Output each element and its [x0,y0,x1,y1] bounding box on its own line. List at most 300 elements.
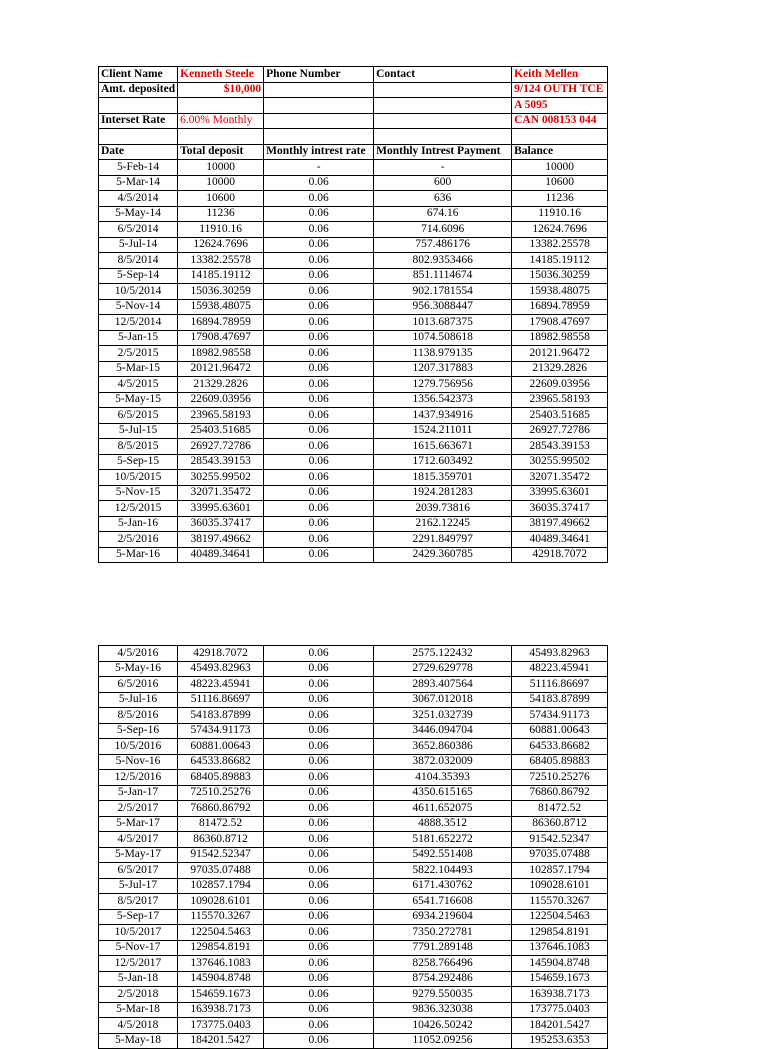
cell-total-deposit: 15938.48075 [178,299,264,315]
cell-rate: 0.06 [264,754,374,770]
cell-payment: 6934.219604 [374,909,512,925]
cell-rate: 0.06 [264,454,374,470]
empty-cell [264,98,374,114]
empty-cell [264,82,374,98]
cell-total-deposit: 60881.00643 [178,739,264,755]
cell-balance: 15938.48075 [512,284,608,300]
cell-date: 5-May-17 [99,847,178,863]
cell-rate: 0.06 [264,268,374,284]
cell-balance: 51116.86697 [512,677,608,693]
cell-balance: 16894.78959 [512,299,608,315]
cell-rate: 0.06 [264,708,374,724]
cell-date: 10/5/2017 [99,925,178,941]
column-header-row [99,144,608,160]
address-line-2: A 5095 [512,98,608,114]
cell-payment: 7350.272781 [374,925,512,941]
cell-rate: 0.06 [264,677,374,693]
cell-payment: 4611.652075 [374,801,512,817]
table-row [99,677,608,693]
cell-rate: 0.06 [264,330,374,346]
cell-rate: - [264,160,374,176]
cell-payment: 8754.292486 [374,971,512,987]
table-row [99,454,608,470]
cell-balance: 195253.6353 [512,1033,608,1049]
cell-date: 8/5/2017 [99,894,178,910]
cell-date: 5-Jan-17 [99,785,178,801]
interest-table-bottom [98,645,608,1049]
cell-balance: 81472.52 [512,801,608,817]
table-row [99,268,608,284]
cell-rate: 0.06 [264,847,374,863]
cell-total-deposit: 22609.03956 [178,392,264,408]
table-row [99,1033,608,1049]
cell-date: 5-Sep-16 [99,723,178,739]
client-name-value: Kenneth Steele [178,67,264,83]
table-row [99,832,608,848]
amount-row [99,82,608,98]
cell-rate: 0.06 [264,532,374,548]
cell-balance: 129854.8191 [512,925,608,941]
cell-date: 6/5/2015 [99,408,178,424]
cell-payment: 1815.359701 [374,470,512,486]
cell-rate: 0.06 [264,987,374,1003]
cell-rate: 0.06 [264,785,374,801]
cell-payment: 3251.032739 [374,708,512,724]
rate-label: Interset Rate [99,113,178,129]
cell-total-deposit: 16894.78959 [178,315,264,331]
cell-rate: 0.06 [264,191,374,207]
table-row [99,956,608,972]
cell-total-deposit: 23965.58193 [178,408,264,424]
cell-total-deposit: 97035.07488 [178,863,264,879]
empty-cell [374,113,512,129]
table-row [99,770,608,786]
cell-date: 5-Sep-15 [99,454,178,470]
cell-date: 2/5/2017 [99,801,178,817]
cell-rate: 0.06 [264,816,374,832]
table-row [99,646,608,662]
cell-rate: 0.06 [264,206,374,222]
cell-date: 4/5/2018 [99,1018,178,1034]
cell-rate: 0.06 [264,1018,374,1034]
cell-rate: 0.06 [264,315,374,331]
cell-date: 4/5/2015 [99,377,178,393]
cell-total-deposit: 13382.25578 [178,253,264,269]
table-row [99,191,608,207]
cell-total-deposit: 163938.7173 [178,1002,264,1018]
cell-total-deposit: 76860.86792 [178,801,264,817]
cell-payment: 1356.542373 [374,392,512,408]
cell-payment: 2893.407564 [374,677,512,693]
phone-label: Phone Number [264,67,374,83]
cell-rate: 0.06 [264,516,374,532]
cell-balance: 12624.7696 [512,222,608,238]
contact-name: Keith Mellen [512,67,608,83]
cell-payment: 600 [374,175,512,191]
cell-date: 6/5/2017 [99,863,178,879]
cell-payment: 7791.289148 [374,940,512,956]
cell-total-deposit: 32071.35472 [178,485,264,501]
cell-date: 4/5/2016 [99,646,178,662]
cell-total-deposit: 122504.5463 [178,925,264,941]
empty-cell [99,98,178,114]
cell-balance: 28543.39153 [512,439,608,455]
cell-total-deposit: 30255.99502 [178,470,264,486]
cell-total-deposit: 51116.86697 [178,692,264,708]
table-row [99,801,608,817]
col-header-total-deposit: Total deposit [178,144,264,160]
cell-rate: 0.06 [264,1002,374,1018]
cell-rate: 0.06 [264,501,374,517]
empty-cell [264,113,374,129]
cell-balance: 145904.8748 [512,956,608,972]
table-row [99,532,608,548]
empty-cell [178,129,264,145]
table-row [99,222,608,238]
cell-date: 5-Nov-17 [99,940,178,956]
table-row [99,501,608,517]
cell-date: 5-Jan-18 [99,971,178,987]
cell-date: 5-Nov-16 [99,754,178,770]
cell-balance: 42918.7072 [512,547,608,563]
cell-total-deposit: 173775.0403 [178,1018,264,1034]
cell-balance: 11236 [512,191,608,207]
table-row [99,785,608,801]
cell-date: 2/5/2015 [99,346,178,362]
cell-total-deposit: 145904.8748 [178,971,264,987]
cell-date: 5-Sep-14 [99,268,178,284]
cell-date: 10/5/2014 [99,284,178,300]
cell-date: 8/5/2015 [99,439,178,455]
cell-payment: 1615.663671 [374,439,512,455]
empty-cell [374,82,512,98]
cell-rate: 0.06 [264,909,374,925]
cell-rate: 0.06 [264,770,374,786]
cell-total-deposit: 10000 [178,175,264,191]
cell-rate: 0.06 [264,237,374,253]
cell-total-deposit: 38197.49662 [178,532,264,548]
table-row [99,330,608,346]
table-row [99,863,608,879]
cell-total-deposit: 115570.3267 [178,909,264,925]
cell-payment: 2162.12245 [374,516,512,532]
can-number: CAN 008153 044 [512,113,608,129]
cell-balance: 20121.96472 [512,346,608,362]
cell-rate: 0.06 [264,925,374,941]
cell-balance: 25403.51685 [512,408,608,424]
cell-rate: 0.06 [264,661,374,677]
cell-date: 10/5/2015 [99,470,178,486]
table-row [99,816,608,832]
cell-date: 2/5/2018 [99,987,178,1003]
cell-date: 12/5/2016 [99,770,178,786]
cell-total-deposit: 45493.82963 [178,661,264,677]
cell-rate: 0.06 [264,423,374,439]
table-row [99,284,608,300]
cell-balance: 48223.45941 [512,661,608,677]
cell-payment: 956.3088447 [374,299,512,315]
cell-payment: 5822.104493 [374,863,512,879]
rate-row [99,113,608,129]
cell-date: 6/5/2016 [99,677,178,693]
cell-rate: 0.06 [264,284,374,300]
cell-payment: 2429.360785 [374,547,512,563]
cell-payment: 11052.09256 [374,1033,512,1049]
table-row [99,692,608,708]
cell-payment: 802.9353466 [374,253,512,269]
table-row [99,408,608,424]
cell-total-deposit: 68405.89883 [178,770,264,786]
cell-total-deposit: 33995.63601 [178,501,264,517]
cell-rate: 0.06 [264,253,374,269]
cell-date: 5-Feb-14 [99,160,178,176]
table-row [99,160,608,176]
cell-date: 5-Jan-16 [99,516,178,532]
cell-total-deposit: 184201.5427 [178,1033,264,1049]
cell-total-deposit: 57434.91173 [178,723,264,739]
table-row [99,253,608,269]
cell-date: 5-Jan-15 [99,330,178,346]
cell-balance: 23965.58193 [512,392,608,408]
cell-balance: 33995.63601 [512,485,608,501]
table-row [99,940,608,956]
cell-balance: 137646.1083 [512,940,608,956]
cell-payment: 1013.687375 [374,315,512,331]
cell-payment: 714.6096 [374,222,512,238]
cell-rate: 0.06 [264,1033,374,1049]
cell-payment: 2575.122432 [374,646,512,662]
cell-payment: 1074.508618 [374,330,512,346]
client-name-label: Client Name [99,67,178,83]
cell-total-deposit: 137646.1083 [178,956,264,972]
cell-total-deposit: 81472.52 [178,816,264,832]
cell-balance: 38197.49662 [512,516,608,532]
table-row [99,439,608,455]
cell-balance: 91542.52347 [512,832,608,848]
cell-rate: 0.06 [264,361,374,377]
cell-balance: 86360.8712 [512,816,608,832]
cell-date: 12/5/2014 [99,315,178,331]
cell-total-deposit: 10000 [178,160,264,176]
cell-rate: 0.06 [264,894,374,910]
table-row [99,739,608,755]
cell-balance: 163938.7173 [512,987,608,1003]
cell-payment: 5492.551408 [374,847,512,863]
cell-payment: 3652.860386 [374,739,512,755]
cell-total-deposit: 17908.47697 [178,330,264,346]
cell-total-deposit: 11910.16 [178,222,264,238]
cell-date: 5-May-16 [99,661,178,677]
cell-date: 5-Mar-14 [99,175,178,191]
cell-total-deposit: 129854.8191 [178,940,264,956]
cell-total-deposit: 109028.6101 [178,894,264,910]
cell-total-deposit: 72510.25276 [178,785,264,801]
cell-balance: 154659.1673 [512,971,608,987]
cell-date: 5-Nov-14 [99,299,178,315]
cell-rate: 0.06 [264,377,374,393]
table-row [99,1018,608,1034]
cell-date: 12/5/2015 [99,501,178,517]
cell-balance: 18982.98558 [512,330,608,346]
table-row [99,971,608,987]
cell-payment: 902.1781554 [374,284,512,300]
cell-rate: 0.06 [264,692,374,708]
cell-balance: 45493.82963 [512,646,608,662]
table-row [99,423,608,439]
cell-total-deposit: 40489.34641 [178,547,264,563]
cell-date: 5-Mar-18 [99,1002,178,1018]
cell-balance: 184201.5427 [512,1018,608,1034]
cell-date: 4/5/2014 [99,191,178,207]
cell-total-deposit: 11236 [178,206,264,222]
cell-payment: 10426.50242 [374,1018,512,1034]
cell-rate: 0.06 [264,971,374,987]
table-row [99,175,608,191]
cell-payment: 9279.550035 [374,987,512,1003]
cell-balance: 109028.6101 [512,878,608,894]
cell-payment: 1524.211011 [374,423,512,439]
cell-balance: 40489.34641 [512,532,608,548]
cell-total-deposit: 26927.72786 [178,439,264,455]
interest-table-top [98,66,608,563]
cell-date: 5-Jul-14 [99,237,178,253]
table-row [99,547,608,563]
table-row [99,909,608,925]
cell-total-deposit: 25403.51685 [178,423,264,439]
cell-rate: 0.06 [264,222,374,238]
table-row [99,754,608,770]
cell-payment: 636 [374,191,512,207]
table-row [99,206,608,222]
rate-value: 6.00% Monthly [178,113,264,129]
cell-balance: 60881.00643 [512,723,608,739]
cell-payment: 9836.323038 [374,1002,512,1018]
cell-balance: 57434.91173 [512,708,608,724]
cell-payment: 1712.603492 [374,454,512,470]
cell-date: 4/5/2017 [99,832,178,848]
cell-rate: 0.06 [264,547,374,563]
cell-date: 6/5/2014 [99,222,178,238]
cell-date: 5-Jul-15 [99,423,178,439]
cell-date: 5-Mar-15 [99,361,178,377]
cell-balance: 72510.25276 [512,770,608,786]
cell-date: 8/5/2016 [99,708,178,724]
cell-payment: 851.1114674 [374,268,512,284]
cell-balance: 13382.25578 [512,237,608,253]
cell-rate: 0.06 [264,801,374,817]
cell-total-deposit: 48223.45941 [178,677,264,693]
table-row [99,925,608,941]
cell-payment: 1138.979135 [374,346,512,362]
empty-cell [178,98,264,114]
cell-rate: 0.06 [264,863,374,879]
cell-balance: 32071.35472 [512,470,608,486]
cell-balance: 17908.47697 [512,315,608,331]
table-row [99,723,608,739]
empty-cell [374,129,512,145]
cell-rate: 0.06 [264,646,374,662]
cell-rate: 0.06 [264,878,374,894]
amount-label: Amt. deposited [99,82,178,98]
cell-rate: 0.06 [264,299,374,315]
cell-balance: 15036.30259 [512,268,608,284]
cell-payment: 4888.3512 [374,816,512,832]
cell-total-deposit: 28543.39153 [178,454,264,470]
table-row [99,315,608,331]
cell-rate: 0.06 [264,346,374,362]
cell-total-deposit: 21329.2826 [178,377,264,393]
table-row [99,661,608,677]
cell-balance: 10600 [512,175,608,191]
cell-rate: 0.06 [264,739,374,755]
table-row [99,987,608,1003]
address-row [99,98,608,114]
col-header-payment: Monthly Intrest Payment [374,144,512,160]
address-line-1: 9/124 OUTH TCE [512,82,608,98]
col-header-balance: Balance [512,144,608,160]
cell-rate: 0.06 [264,723,374,739]
cell-total-deposit: 18982.98558 [178,346,264,362]
table-row [99,470,608,486]
cell-payment: 757.486176 [374,237,512,253]
cell-date: 5-Mar-17 [99,816,178,832]
table-row [99,392,608,408]
cell-rate: 0.06 [264,940,374,956]
cell-total-deposit: 10600 [178,191,264,207]
cell-rate: 0.06 [264,408,374,424]
cell-rate: 0.06 [264,392,374,408]
empty-cell [264,129,374,145]
cell-payment: 1924.281283 [374,485,512,501]
cell-total-deposit: 91542.52347 [178,847,264,863]
cell-balance: 122504.5463 [512,909,608,925]
cell-date: 8/5/2014 [99,253,178,269]
cell-rate: 0.06 [264,956,374,972]
cell-payment: 1279.756956 [374,377,512,393]
empty-cell [374,98,512,114]
cell-date: 5-Sep-17 [99,909,178,925]
table-row [99,485,608,501]
cell-balance: 11910.16 [512,206,608,222]
cell-payment: 3067.012018 [374,692,512,708]
cell-balance: 36035.37417 [512,501,608,517]
table-row [99,878,608,894]
cell-total-deposit: 15036.30259 [178,284,264,300]
cell-payment: 6171.430762 [374,878,512,894]
cell-balance: 64533.86682 [512,739,608,755]
cell-balance: 173775.0403 [512,1002,608,1018]
cell-payment: 674.16 [374,206,512,222]
cell-rate: 0.06 [264,439,374,455]
cell-total-deposit: 36035.37417 [178,516,264,532]
cell-balance: 22609.03956 [512,377,608,393]
cell-balance: 115570.3267 [512,894,608,910]
empty-cell [99,129,178,145]
table-row [99,299,608,315]
table-row [99,516,608,532]
cell-payment: 2039.73816 [374,501,512,517]
cell-balance: 54183.87899 [512,692,608,708]
cell-balance: 97035.07488 [512,847,608,863]
empty-cell [512,129,608,145]
cell-total-deposit: 102857.1794 [178,878,264,894]
cell-payment: 4104.35393 [374,770,512,786]
cell-balance: 21329.2826 [512,361,608,377]
table-row [99,377,608,393]
col-header-date: Date [99,144,178,160]
cell-payment: 8258.766496 [374,956,512,972]
client-row [99,67,608,83]
